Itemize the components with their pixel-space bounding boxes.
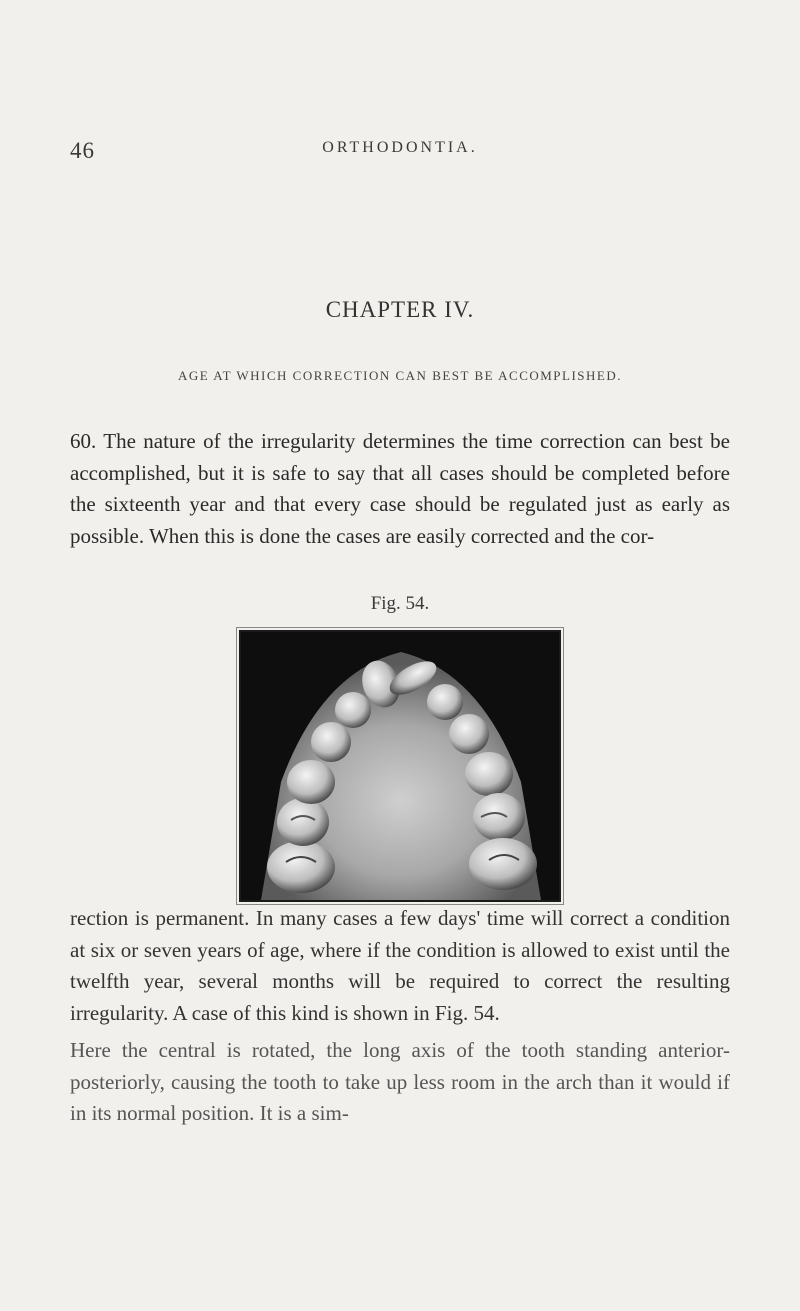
page-number: 46	[70, 138, 95, 163]
figure-dental-cast	[239, 630, 561, 902]
paragraph-continuation: rection is permanent. In many cases a few days' time will correct a condition at six or seven years of age, where if the condition is allowed to exist until the twelfth year, several months will be required to correct the resulting irregularity. A case of this kind is shown in Fig. 54.	[70, 906, 730, 1025]
paragraph-60: 60. The nature of the irregularity determines the time correction can best be accomplished, but it is safe to say that all cases should be completed before the sixteenth year and that every case should be regulated just as early as possible. When this is done the cases are easily corrected and the cor-	[70, 429, 730, 548]
section-title: AGE AT WHICH CORRECTION CAN BEST BE ACCOMPLISHED.	[177, 368, 623, 383]
dental-cast-photo-icon	[241, 632, 559, 900]
paragraph-rotated-central: Here the central is rotated, the long axis of the tooth standing anterior-posteriorly, causing the tooth to take up less room in the arch than it would if in its normal position. It is a sim-	[70, 1038, 730, 1125]
chapter-title: CHAPTER IV.	[325, 297, 475, 322]
figure-caption: Fig. 54.	[370, 593, 430, 614]
running-head: ORTHODONTIA.	[322, 139, 478, 156]
